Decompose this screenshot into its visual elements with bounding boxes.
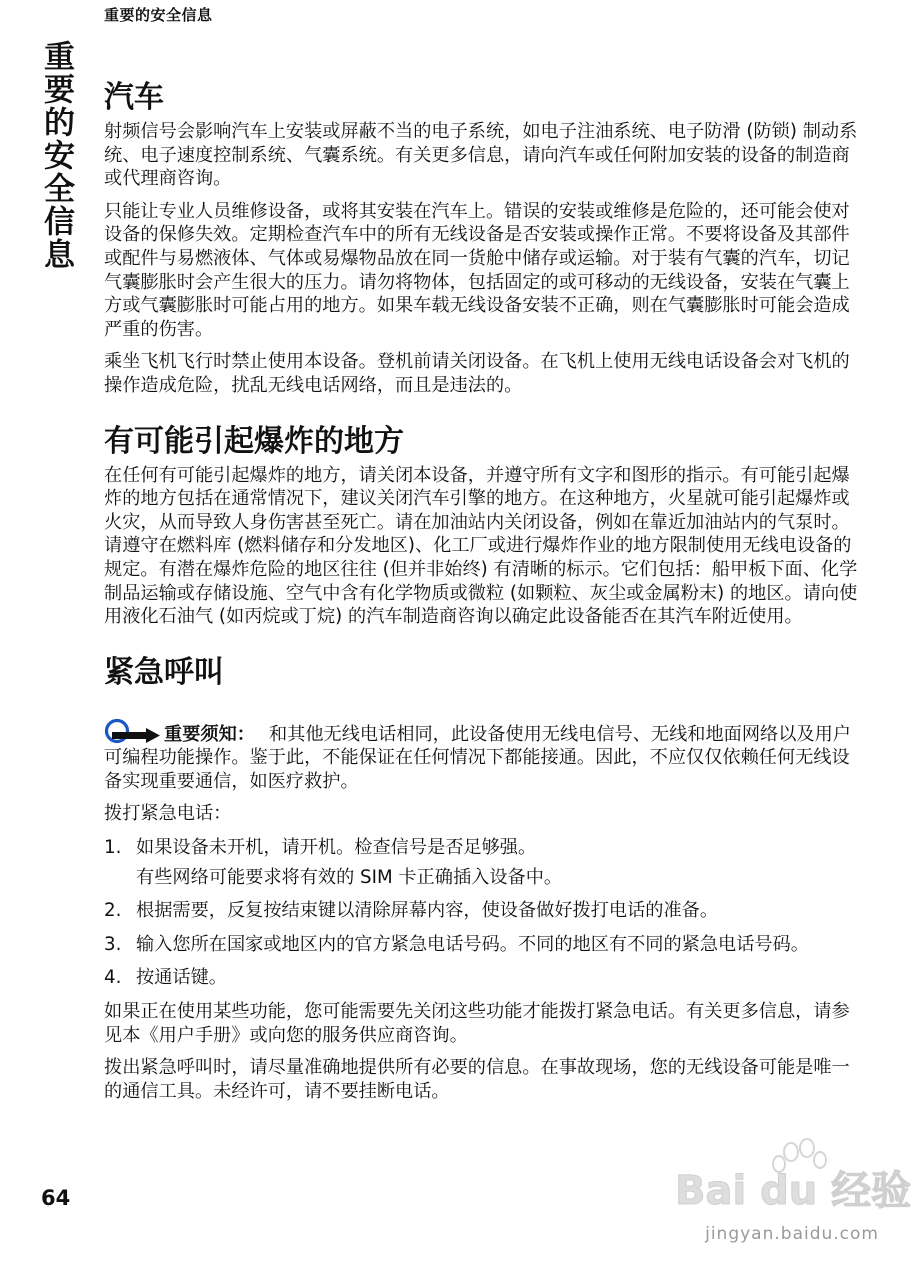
watermark-url: jingyan.baidu.com bbox=[705, 1224, 879, 1244]
list-item bbox=[104, 836, 866, 860]
watermark-logo-text: Bai du 经验 bbox=[675, 1168, 912, 1214]
page-number: 64 bbox=[41, 1186, 71, 1210]
step-1-subnote: 有些网络可能要求将有效的 SIM 卡正确插入设备中。 bbox=[136, 866, 563, 888]
section-title-emergency: 紧急呼叫 bbox=[104, 654, 224, 690]
section-emergency bbox=[104, 651, 866, 1104]
baidu-jingyan-watermark-logo bbox=[673, 1132, 912, 1222]
step-text: 根据需要，反复按结束键以清除屏幕内容，使设备做好拨打电话的准备。 bbox=[136, 900, 719, 922]
running-header: 重要的安全信息 bbox=[104, 6, 213, 24]
note-pointer-icon bbox=[104, 719, 162, 745]
important-note bbox=[104, 719, 866, 794]
page-content bbox=[104, 70, 866, 1125]
section-car bbox=[104, 76, 866, 398]
step-text: 如果设备未开机，请开机。检查信号是否足够强。 bbox=[136, 837, 537, 859]
list-item bbox=[104, 966, 866, 990]
section-title-car: 汽车 bbox=[104, 80, 164, 115]
side-chapter-title: 重要的安全信息 bbox=[38, 40, 74, 271]
step-number: 2. bbox=[104, 900, 122, 922]
note-label: 重要须知： bbox=[164, 723, 255, 745]
emergency-steps-list bbox=[104, 836, 866, 990]
section-explosive bbox=[104, 420, 866, 629]
car-paragraph-1: 射频信号会影响汽车上安装或屏蔽不当的电子系统，如电子注油系统、电子防滑 (防锁) 制动系统、电子速度控制系统、气囊系统。有关更多信息，请向汽车或任何附加安装的设备的制造商或代理商咨询。 bbox=[104, 121, 858, 190]
list-item bbox=[104, 933, 866, 957]
note-text: 和其他无线电话相同，此设备使用无线电信号、无线和地面网络以及用户可编程功能操作。鉴于此，不能保证在任何情况下都能接通。因此，不应仅仅依赖任何无线设备实现重要通信，如医疗救护。 bbox=[104, 723, 851, 792]
step-number: 4. bbox=[104, 967, 122, 989]
step-number: 1. bbox=[104, 837, 122, 859]
emergency-paragraph-1: 如果正在使用某些功能，您可能需要先关闭这些功能才能拨打紧急电话。有关更多信息，请参见本《用户手册》或向您的服务供应商咨询。 bbox=[104, 1001, 850, 1046]
step-number: 3. bbox=[104, 933, 122, 955]
section-title-explosive: 有可能引起爆炸的地方 bbox=[104, 423, 404, 459]
car-paragraph-2: 只能让专业人员维修设备，或将其安装在汽车上。错误的安装或维修是危险的，还可能会使对设备的保修失效。定期检查汽车中的所有无线设备是否安装或操作正常。不要将设备及其部件或配件与易燃液体、气体或易爆物品放在同一货舱中储存或运输。对于装有气囊的汽车，切记气囊膨胀时会产生很大的压力。请勿将物体，包括固定的或可移动的无线设备，安装在气囊上方或气囊膨胀时可能占用的地方。如果车载无线设备安装不正确，则在气囊膨胀时可能会造成严重的伤害。 bbox=[104, 200, 850, 340]
list-item bbox=[104, 899, 866, 923]
step-text: 按通话键。 bbox=[136, 967, 227, 989]
car-paragraph-3: 乘坐飞机飞行时禁止使用本设备。登机前请关闭设备。在飞机上使用无线电话设备会对飞机的操作造成危险，扰乱无线电话网络，而且是违法的。 bbox=[104, 351, 850, 396]
emergency-intro: 拨打紧急电话： bbox=[104, 803, 232, 825]
explosive-paragraph: 在任何有可能引起爆炸的地方，请关闭本设备，并遵守所有文字和图形的指示。有可能引起爆炸的地方包括在通常情况下，建议关闭汽车引擎的地方。在这种地方，火星就可能引起爆炸或火灾，从而导致人身伤害甚至死亡。请在加油站内关闭设备，例如在靠近加油站内的气泵时。请遵守在燃料库 (燃料储存和分发地区)、化工厂或进行爆炸作业的地方限制使用无线电设备的规定。有潜在爆炸危险的地区往往 (但并非始终) 有清晰的标示。它们包括：船甲板下面、化学制品运输或存储设施、空气中含有化学物质或微粒 (如颗粒、灰尘或金属粉末) 的地区。请向使用液化石油气 (如丙烷或丁烷) 的汽车制造商咨询以确定此设备能否在其汽车附近使用。 bbox=[104, 464, 858, 628]
emergency-paragraph-2: 拨出紧急呼叫时，请尽量准确地提供所有必要的信息。在事故现场，您的无线设备可能是唯一的通信工具。未经许可，请不要挂断电话。 bbox=[104, 1057, 850, 1102]
step-text: 输入您所在国家或地区内的官方紧急电话号码。不同的地区有不同的紧急电话号码。 bbox=[136, 933, 809, 955]
